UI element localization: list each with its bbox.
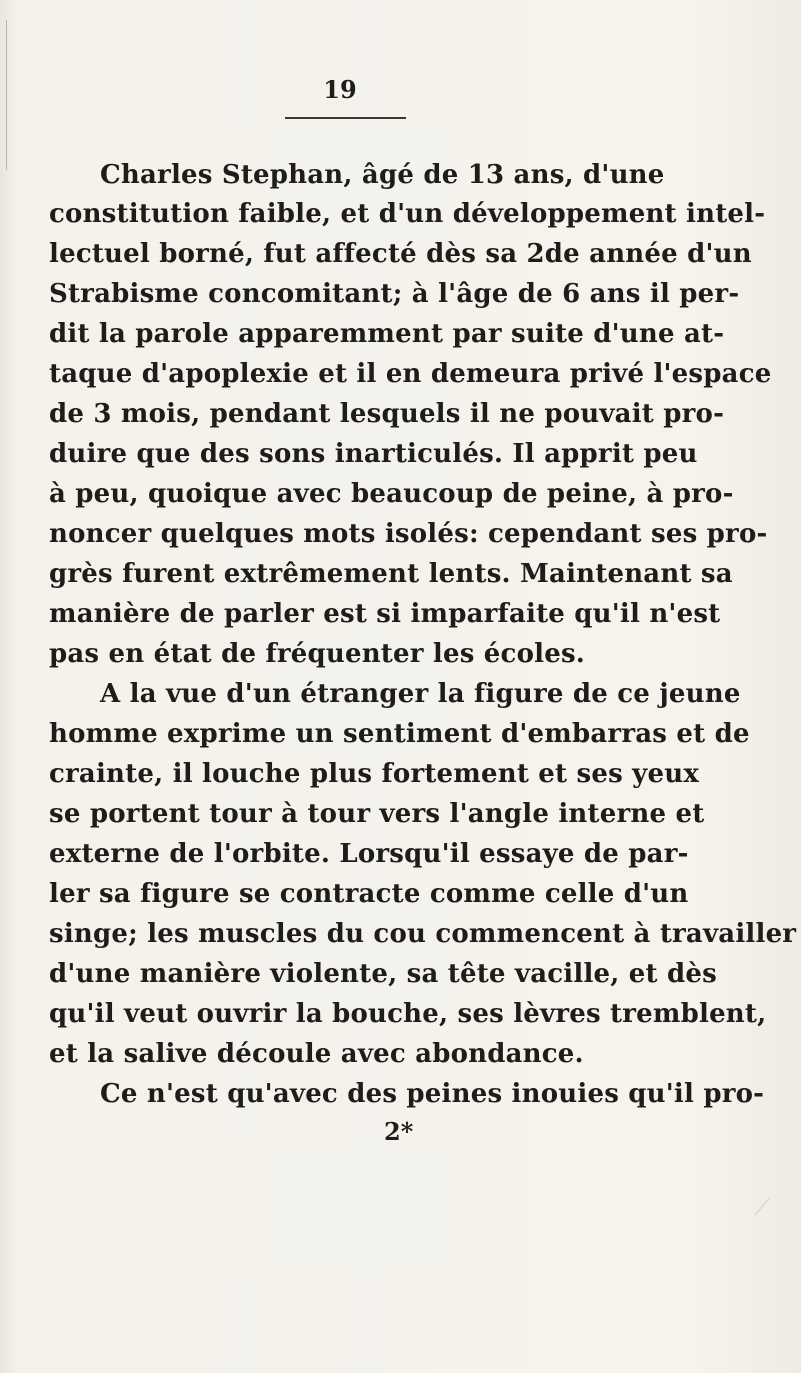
header-rule	[285, 117, 406, 119]
text-line-11: grès furent extrêmement lents. Maintenant sa	[49, 559, 733, 589]
text-line-1: Charles Stephan, âgé de 13 ans, d'une	[100, 160, 665, 190]
text-line-5: dit la parole apparemment par suite d'une at-	[49, 319, 725, 349]
signature-mark: 2*	[384, 1117, 414, 1146]
text-line-8: duire que des sons inarticulés. Il apprit peu	[49, 439, 698, 469]
page-corner-mark	[755, 1198, 781, 1224]
text-line-4: Strabisme concomitant; à l'âge de 6 ans il per-	[49, 279, 740, 309]
text-line-20: singe; les muscles du cou commencent à travailler	[49, 919, 797, 949]
text-line-24: Ce n'est qu'avec des peines inouies qu'il pro-	[100, 1079, 765, 1109]
text-line-9: à peu, quoique avec beaucoup de peine, à pro-	[49, 479, 734, 509]
page-edge-line	[6, 20, 7, 170]
page-number: 19	[323, 75, 357, 104]
text-line-3: lectuel borné, fut affecté dès sa 2de année d'un	[49, 239, 752, 269]
text-line-21: d'une manière violente, sa tête vacille, et dès	[49, 959, 717, 989]
text-line-12: manière de parler est si imparfaite qu'il n'est	[49, 599, 721, 629]
text-line-13: pas en état de fréquenter les écoles.	[49, 639, 586, 669]
text-line-10: noncer quelques mots isolés: cependant ses pro-	[49, 519, 768, 549]
text-line-7: de 3 mois, pendant lesquels il ne pouvait pro-	[49, 399, 725, 429]
text-line-6: taque d'apoplexie et il en demeura privé l'espace	[49, 359, 772, 389]
text-line-22: qu'il veut ouvrir la bouche, ses lèvres tremblent,	[49, 999, 767, 1029]
text-line-17: se portent tour à tour vers l'angle interne et	[49, 799, 705, 829]
text-line-16: crainte, il louche plus fortement et ses yeux	[49, 759, 700, 789]
text-line-2: constitution faible, et d'un développement intel-	[49, 199, 766, 229]
text-line-14: A la vue d'un étranger la figure de ce jeune	[100, 679, 741, 709]
text-line-15: homme exprime un sentiment d'embarras et de	[49, 719, 750, 749]
text-line-23: et la salive découle avec abondance.	[49, 1039, 584, 1069]
text-line-18: externe de l'orbite. Lorsqu'il essaye de par-	[49, 839, 689, 869]
text-line-19: ler sa figure se contracte comme celle d'un	[49, 879, 689, 909]
